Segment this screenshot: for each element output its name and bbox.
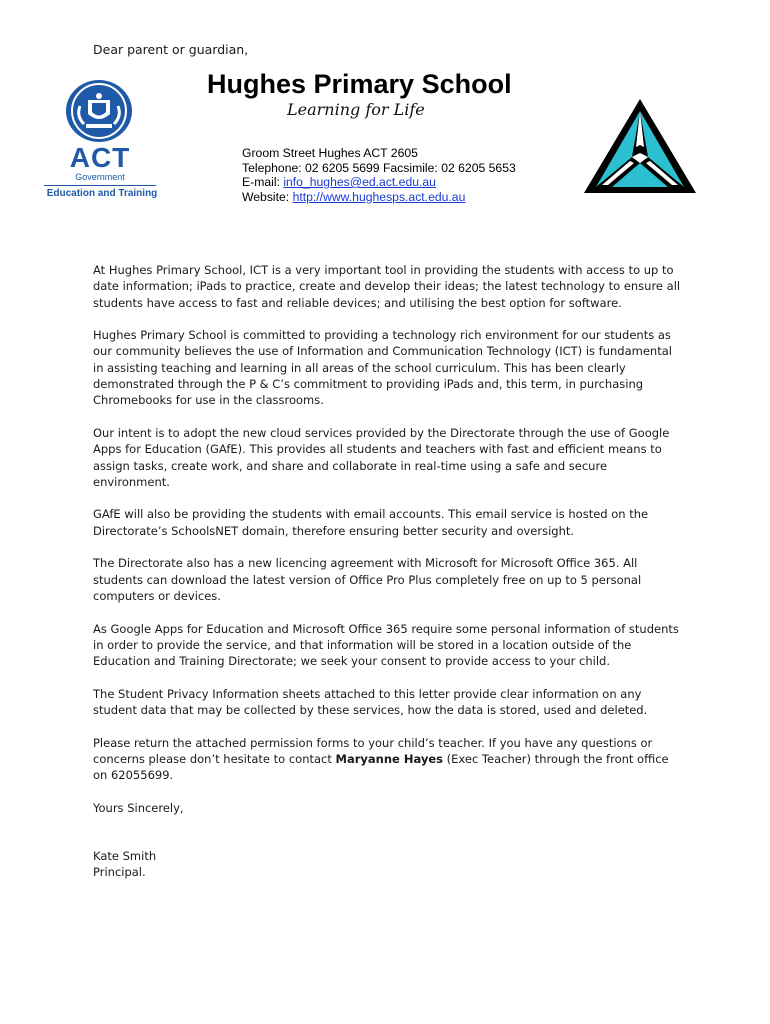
government-label: Government [75, 172, 125, 182]
paragraph-2: Hughes Primary School is committed to providing a technology rich environment for our students as our community believes the use of Information and Communication Technology (ICT) is fundamental in assisting teaching and learning in all areas of the school curriculum. This has been clearly demonstrated through the P & C’s commitment to providing iPads and, this term, in purchasing Chromebooks for use in the classrooms. [93, 328, 672, 408]
act-crest-icon [66, 80, 132, 142]
website-label: Website: [242, 189, 293, 204]
salutation: Dear parent or guardian, [93, 42, 249, 57]
act-government-logo [44, 78, 160, 206]
paragraph-4: GAfE will also be providing the students with email accounts. This email service is hosted on the Directorate’s SchoolsNET domain, therefore ensuring better security and oversight. [93, 507, 649, 538]
email-link[interactable]: info_hughes@ed.act.edu.au [283, 175, 436, 189]
closing: Yours Sincerely, [93, 800, 184, 815]
paragraph-6: As Google Apps for Education and Microsoft Office 365 require some personal information of students in order to provide the service, and that information will be stored in a location outside of the Education and Training Directorate; we seek your consent to provide access to your child. [93, 621, 679, 669]
email-label: E-mail: [242, 175, 284, 189]
paragraph-8-start: Please return the attached permission forms to your child’s teacher. If you have any questions or concerns please don’t hesitate to contact [93, 735, 653, 766]
paragraph-5: The Directorate also has a new licencing agreement with Microsoft for Microsoft Office 365. All students can download the latest version of Office Pro Plus completely free on up to 5 personal computers or devices. [93, 556, 642, 603]
signature-block [93, 848, 683, 881]
logo-divider [44, 185, 156, 186]
address-line: Groom Street Hughes ACT 2605 [242, 146, 418, 160]
school-motto: Learning for Life [287, 100, 425, 119]
website-line [242, 190, 516, 205]
paragraph-1: At Hughes Primary School, ICT is a very important tool in providing the students with access to up to date information; iPads to practice, create and develop their ideas; the latest technology to ensure all students have access to fast and reliable devices; and utilising the best option for software. [93, 263, 681, 310]
school-name: Hughes Primary School [207, 69, 512, 99]
email-line [242, 175, 516, 190]
letter-body [93, 262, 683, 881]
signer-title: Principal. [93, 865, 146, 880]
paragraph-3: Our intent is to adopt the new cloud services provided by the Directorate through the use of Google Apps for Education (GAfE). This provides all students and teachers with fast and efficient means to assign tasks, create work, and share and collaborate in real-time using a safe and secure environment. [93, 425, 670, 489]
contact-person-name: Maryanne Hayes [335, 751, 444, 766]
paragraph-7: The Student Privacy Information sheets attached to this letter provide clear information on any student data that may be collected by these services, how the data is stored, used and deleted. [93, 686, 648, 718]
paragraph-8-end: (Exec Teacher) through the front office on 62055699. [93, 751, 669, 783]
phone-line: Telephone: 02 6205 5699 Facsimile: 02 6205 5653 [242, 160, 516, 175]
signer-name: Kate Smith [93, 849, 157, 864]
contact-block [242, 146, 516, 204]
education-training-label: Education and Training [46, 188, 158, 199]
website-link[interactable]: http://www.hughesps.act.edu.au [292, 189, 466, 204]
act-wordmark: ACT [69, 142, 131, 173]
school-emblem-icon [582, 97, 698, 195]
paragraph-8 [93, 735, 683, 784]
